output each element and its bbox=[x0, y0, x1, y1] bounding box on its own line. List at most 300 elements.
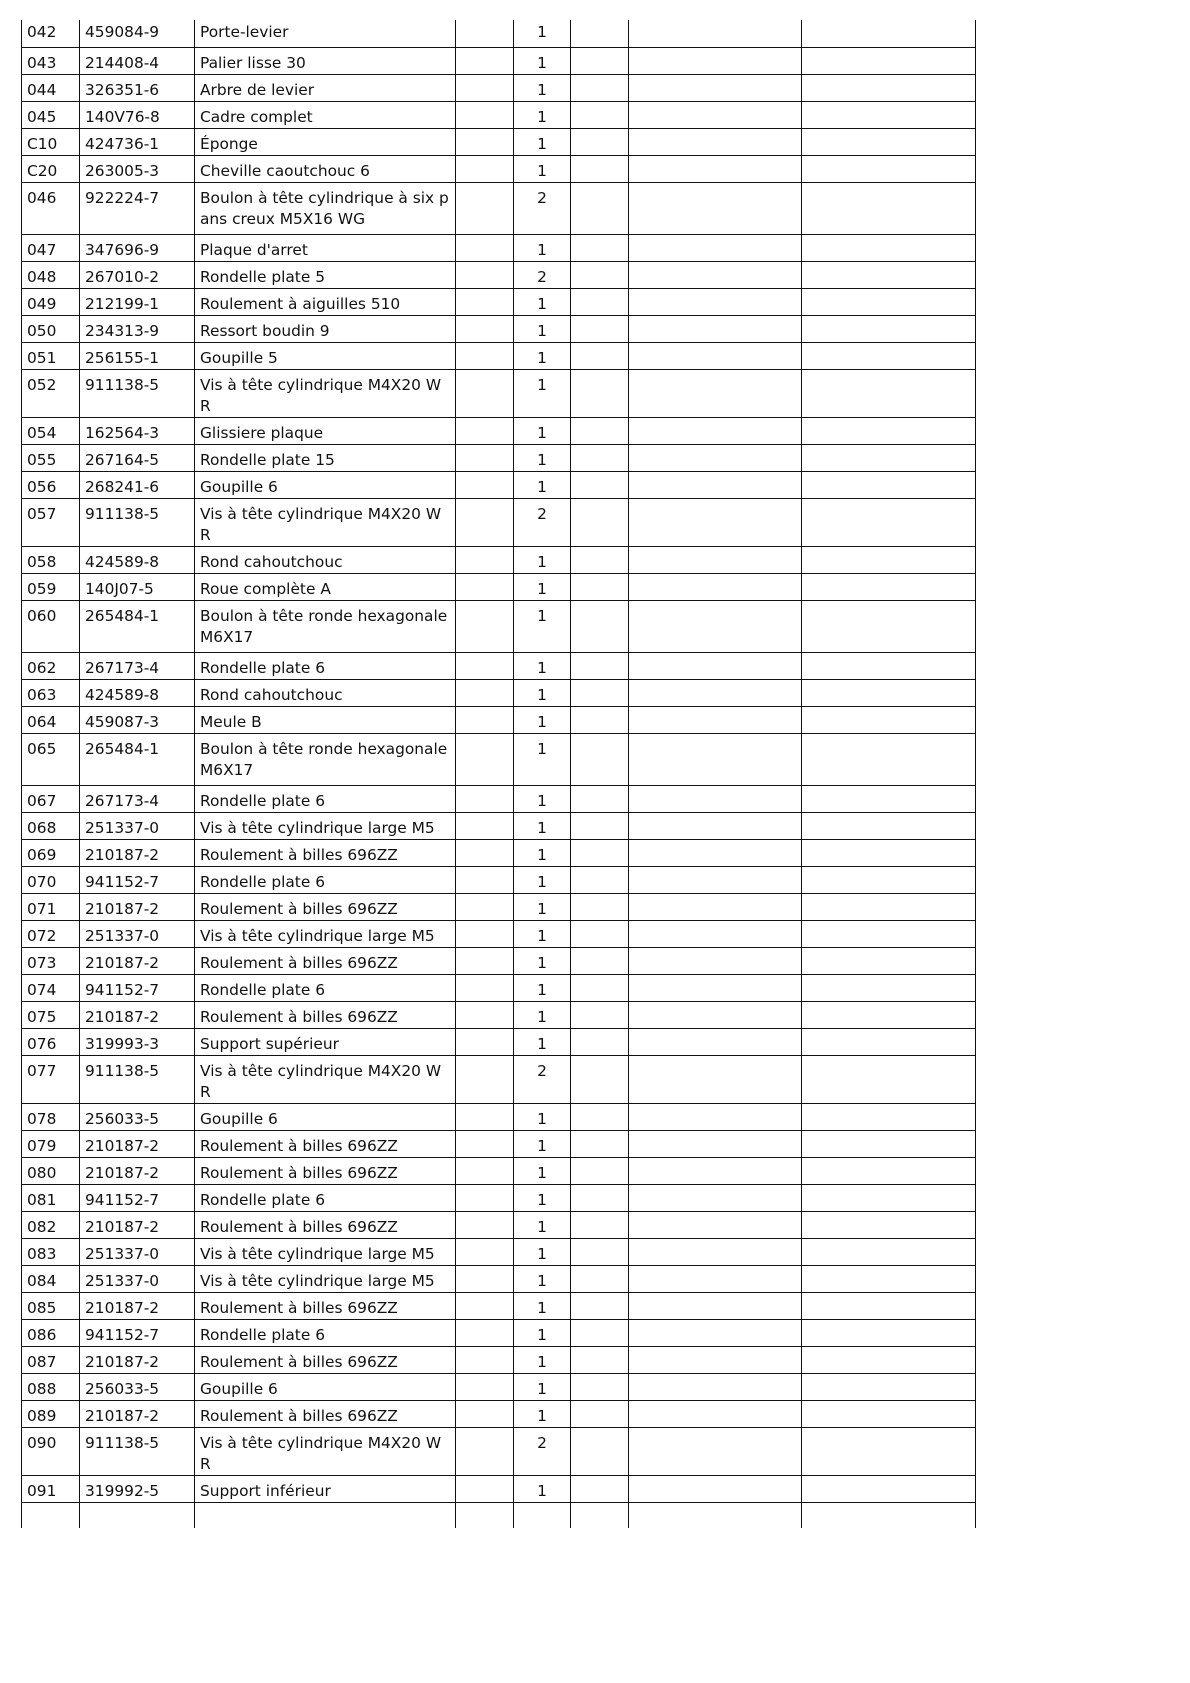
table-row-empty bbox=[22, 1502, 976, 1528]
table-row bbox=[22, 288, 976, 315]
part-reference-cell: 424589-8 bbox=[80, 546, 195, 573]
quantity-cell: 1 bbox=[514, 812, 571, 839]
blank-cell bbox=[456, 974, 514, 1001]
blank-cell bbox=[456, 1292, 514, 1319]
blank-cell bbox=[802, 1265, 976, 1292]
blank-cell bbox=[571, 1001, 629, 1028]
blank-cell bbox=[456, 839, 514, 866]
blank-cell bbox=[802, 706, 976, 733]
blank-cell bbox=[456, 1184, 514, 1211]
part-description-cell: Rondelle plate 6 bbox=[195, 652, 456, 679]
part-reference-cell: 459087-3 bbox=[80, 706, 195, 733]
blank-cell bbox=[629, 573, 802, 600]
blank-cell bbox=[571, 1157, 629, 1184]
quantity-cell: 1 bbox=[514, 974, 571, 1001]
table-row bbox=[22, 1475, 976, 1502]
part-description-cell: Rondelle plate 6 bbox=[195, 1184, 456, 1211]
blank-cell bbox=[571, 20, 629, 47]
blank-cell bbox=[629, 785, 802, 812]
blank-cell bbox=[456, 785, 514, 812]
blank-cell bbox=[571, 101, 629, 128]
blank-cell bbox=[802, 155, 976, 182]
part-reference-cell: 210187-2 bbox=[80, 1211, 195, 1238]
part-description-cell: Roulement à billes 696ZZ bbox=[195, 1157, 456, 1184]
blank-cell bbox=[571, 471, 629, 498]
blank-cell bbox=[802, 1475, 976, 1502]
table-row bbox=[22, 866, 976, 893]
part-description-cell: Boulon à tête cylindrique à six pans creux M5X16 WG bbox=[195, 182, 456, 234]
part-description-cell: Roulement à billes 696ZZ bbox=[195, 839, 456, 866]
part-description-cell: Rondelle plate 6 bbox=[195, 1319, 456, 1346]
blank-cell bbox=[571, 1028, 629, 1055]
blank-cell bbox=[629, 128, 802, 155]
table-row bbox=[22, 1157, 976, 1184]
part-reference-cell: 234313-9 bbox=[80, 315, 195, 342]
quantity-cell: 1 bbox=[514, 1346, 571, 1373]
quantity-cell: 1 bbox=[514, 1400, 571, 1427]
blank-cell bbox=[456, 893, 514, 920]
blank-cell bbox=[571, 288, 629, 315]
blank-cell bbox=[456, 812, 514, 839]
blank-cell bbox=[456, 1265, 514, 1292]
quantity-cell: 1 bbox=[514, 652, 571, 679]
table-row bbox=[22, 471, 976, 498]
table-row bbox=[22, 20, 976, 47]
quantity-cell: 2 bbox=[514, 498, 571, 546]
blank-cell bbox=[629, 974, 802, 1001]
blank-cell bbox=[456, 234, 514, 261]
blank-cell bbox=[456, 1157, 514, 1184]
quantity-cell: 2 bbox=[514, 261, 571, 288]
blank-cell bbox=[629, 288, 802, 315]
part-description-cell: Roulement à billes 696ZZ bbox=[195, 947, 456, 974]
blank-cell bbox=[22, 1502, 80, 1528]
blank-cell bbox=[629, 546, 802, 573]
part-reference-cell: 911138-5 bbox=[80, 369, 195, 417]
table-row bbox=[22, 679, 976, 706]
blank-cell bbox=[802, 182, 976, 234]
quantity-cell: 1 bbox=[514, 20, 571, 47]
quantity-cell: 1 bbox=[514, 47, 571, 74]
table-row bbox=[22, 444, 976, 471]
blank-cell bbox=[629, 1055, 802, 1103]
blank-cell bbox=[629, 1028, 802, 1055]
blank-cell bbox=[456, 1373, 514, 1400]
blank-cell bbox=[629, 498, 802, 546]
table-row bbox=[22, 182, 976, 234]
blank-cell bbox=[456, 1502, 514, 1528]
table-row bbox=[22, 1427, 976, 1475]
part-description-cell: Roulement à billes 696ZZ bbox=[195, 1346, 456, 1373]
part-reference-cell: 251337-0 bbox=[80, 1238, 195, 1265]
table-row bbox=[22, 1028, 976, 1055]
blank-cell bbox=[629, 261, 802, 288]
table-row bbox=[22, 1373, 976, 1400]
item-number-cell: 054 bbox=[22, 417, 80, 444]
blank-cell bbox=[571, 1346, 629, 1373]
quantity-cell: 1 bbox=[514, 1184, 571, 1211]
part-description-cell: Ressort boudin 9 bbox=[195, 315, 456, 342]
blank-cell bbox=[571, 417, 629, 444]
blank-cell bbox=[629, 1427, 802, 1475]
item-number-cell: 046 bbox=[22, 182, 80, 234]
part-reference-cell: 140J07-5 bbox=[80, 573, 195, 600]
blank-cell bbox=[571, 1238, 629, 1265]
part-description-cell: Cadre complet bbox=[195, 101, 456, 128]
blank-cell bbox=[456, 155, 514, 182]
part-reference-cell: 210187-2 bbox=[80, 1130, 195, 1157]
blank-cell bbox=[80, 1502, 195, 1528]
item-number-cell: 069 bbox=[22, 839, 80, 866]
item-number-cell: 050 bbox=[22, 315, 80, 342]
blank-cell bbox=[571, 1502, 629, 1528]
blank-cell bbox=[802, 812, 976, 839]
blank-cell bbox=[456, 546, 514, 573]
item-number-cell: 091 bbox=[22, 1475, 80, 1502]
part-reference-cell: 210187-2 bbox=[80, 1292, 195, 1319]
table-row bbox=[22, 1292, 976, 1319]
quantity-cell: 1 bbox=[514, 74, 571, 101]
blank-cell bbox=[629, 1346, 802, 1373]
item-number-cell: 043 bbox=[22, 47, 80, 74]
item-number-cell: 063 bbox=[22, 679, 80, 706]
quantity-cell: 1 bbox=[514, 288, 571, 315]
part-reference-cell: 251337-0 bbox=[80, 1265, 195, 1292]
table-row bbox=[22, 1319, 976, 1346]
part-reference-cell: 212199-1 bbox=[80, 288, 195, 315]
item-number-cell: 072 bbox=[22, 920, 80, 947]
item-number-cell: 078 bbox=[22, 1103, 80, 1130]
part-description-cell: Roulement à billes 696ZZ bbox=[195, 1130, 456, 1157]
blank-cell bbox=[456, 1103, 514, 1130]
blank-cell bbox=[456, 369, 514, 417]
blank-cell bbox=[456, 866, 514, 893]
table-row bbox=[22, 812, 976, 839]
table-row bbox=[22, 342, 976, 369]
blank-cell bbox=[629, 74, 802, 101]
part-description-cell: Vis à tête cylindrique M4X20 WR bbox=[195, 1427, 456, 1475]
part-reference-cell: 267164-5 bbox=[80, 444, 195, 471]
blank-cell bbox=[456, 679, 514, 706]
blank-cell bbox=[629, 1157, 802, 1184]
quantity-cell: 1 bbox=[514, 128, 571, 155]
blank-cell bbox=[629, 1265, 802, 1292]
part-reference-cell: 210187-2 bbox=[80, 1400, 195, 1427]
part-reference-cell: 210187-2 bbox=[80, 1346, 195, 1373]
blank-cell bbox=[571, 47, 629, 74]
blank-cell bbox=[802, 315, 976, 342]
blank-cell bbox=[802, 261, 976, 288]
blank-cell bbox=[571, 600, 629, 652]
part-reference-cell: 256155-1 bbox=[80, 342, 195, 369]
blank-cell bbox=[456, 706, 514, 733]
blank-cell bbox=[629, 893, 802, 920]
blank-cell bbox=[802, 652, 976, 679]
blank-cell bbox=[456, 600, 514, 652]
blank-cell bbox=[802, 234, 976, 261]
table-row bbox=[22, 1346, 976, 1373]
blank-cell bbox=[802, 1373, 976, 1400]
part-description-cell: Rond cahoutchouc bbox=[195, 546, 456, 573]
part-reference-cell: 326351-6 bbox=[80, 74, 195, 101]
part-description-cell: Palier lisse 30 bbox=[195, 47, 456, 74]
part-description-cell: Support inférieur bbox=[195, 1475, 456, 1502]
blank-cell bbox=[571, 573, 629, 600]
blank-cell bbox=[802, 1400, 976, 1427]
blank-cell bbox=[571, 1292, 629, 1319]
blank-cell bbox=[629, 369, 802, 417]
item-number-cell: 052 bbox=[22, 369, 80, 417]
item-number-cell: 074 bbox=[22, 974, 80, 1001]
item-number-cell: 089 bbox=[22, 1400, 80, 1427]
blank-cell bbox=[802, 839, 976, 866]
quantity-cell: 1 bbox=[514, 600, 571, 652]
blank-cell bbox=[456, 1475, 514, 1502]
part-reference-cell: 268241-6 bbox=[80, 471, 195, 498]
part-description-cell: Roulement à billes 696ZZ bbox=[195, 893, 456, 920]
item-number-cell: 080 bbox=[22, 1157, 80, 1184]
item-number-cell: 076 bbox=[22, 1028, 80, 1055]
blank-cell bbox=[456, 1001, 514, 1028]
blank-cell bbox=[802, 20, 976, 47]
quantity-cell: 2 bbox=[514, 1055, 571, 1103]
blank-cell bbox=[629, 1184, 802, 1211]
part-description-cell: Rond cahoutchouc bbox=[195, 679, 456, 706]
quantity-cell: 1 bbox=[514, 947, 571, 974]
part-description-cell: Boulon à tête ronde hexagonale M6X17 bbox=[195, 733, 456, 785]
blank-cell bbox=[456, 1211, 514, 1238]
blank-cell bbox=[802, 342, 976, 369]
blank-cell bbox=[802, 866, 976, 893]
blank-cell bbox=[456, 315, 514, 342]
blank-cell bbox=[571, 974, 629, 1001]
blank-cell bbox=[629, 733, 802, 785]
blank-cell bbox=[571, 498, 629, 546]
blank-cell bbox=[571, 706, 629, 733]
blank-cell bbox=[629, 706, 802, 733]
blank-cell bbox=[571, 1055, 629, 1103]
blank-cell bbox=[802, 1130, 976, 1157]
blank-cell bbox=[571, 342, 629, 369]
table-row bbox=[22, 839, 976, 866]
blank-cell bbox=[629, 947, 802, 974]
table-row bbox=[22, 893, 976, 920]
table-row bbox=[22, 1103, 976, 1130]
blank-cell bbox=[629, 812, 802, 839]
blank-cell bbox=[571, 812, 629, 839]
part-description-cell: Rondelle plate 15 bbox=[195, 444, 456, 471]
table-row bbox=[22, 733, 976, 785]
quantity-cell: 1 bbox=[514, 1265, 571, 1292]
part-description-cell: Vis à tête cylindrique M4X20 WR bbox=[195, 1055, 456, 1103]
blank-cell bbox=[802, 1346, 976, 1373]
blank-cell bbox=[456, 1055, 514, 1103]
part-description-cell: Roulement à billes 696ZZ bbox=[195, 1400, 456, 1427]
quantity-cell: 1 bbox=[514, 866, 571, 893]
blank-cell bbox=[629, 600, 802, 652]
blank-cell bbox=[629, 417, 802, 444]
table-row bbox=[22, 417, 976, 444]
item-number-cell: 064 bbox=[22, 706, 80, 733]
item-number-cell: 059 bbox=[22, 573, 80, 600]
blank-cell bbox=[629, 1400, 802, 1427]
quantity-cell: 1 bbox=[514, 1319, 571, 1346]
blank-cell bbox=[456, 1400, 514, 1427]
blank-cell bbox=[802, 1319, 976, 1346]
part-description-cell: Roue complète A bbox=[195, 573, 456, 600]
quantity-cell: 1 bbox=[514, 1475, 571, 1502]
blank-cell bbox=[456, 261, 514, 288]
item-number-cell: 075 bbox=[22, 1001, 80, 1028]
table-row bbox=[22, 785, 976, 812]
part-description-cell: Roulement à billes 696ZZ bbox=[195, 1001, 456, 1028]
part-reference-cell: 911138-5 bbox=[80, 1427, 195, 1475]
part-reference-cell: 265484-1 bbox=[80, 600, 195, 652]
item-number-cell: 062 bbox=[22, 652, 80, 679]
blank-cell bbox=[456, 1028, 514, 1055]
blank-cell bbox=[571, 128, 629, 155]
part-description-cell: Goupille 6 bbox=[195, 1373, 456, 1400]
quantity-cell: 1 bbox=[514, 417, 571, 444]
blank-cell bbox=[571, 1373, 629, 1400]
blank-cell bbox=[629, 101, 802, 128]
item-number-cell: 067 bbox=[22, 785, 80, 812]
blank-cell bbox=[802, 785, 976, 812]
blank-cell bbox=[802, 947, 976, 974]
blank-cell bbox=[571, 369, 629, 417]
part-reference-cell: 347696-9 bbox=[80, 234, 195, 261]
blank-cell bbox=[571, 74, 629, 101]
quantity-cell: 1 bbox=[514, 785, 571, 812]
part-description-cell: Goupille 5 bbox=[195, 342, 456, 369]
part-reference-cell: 251337-0 bbox=[80, 920, 195, 947]
item-number-cell: 045 bbox=[22, 101, 80, 128]
quantity-cell: 1 bbox=[514, 839, 571, 866]
item-number-cell: 086 bbox=[22, 1319, 80, 1346]
blank-cell bbox=[456, 1319, 514, 1346]
blank-cell bbox=[629, 1103, 802, 1130]
table-row bbox=[22, 101, 976, 128]
blank-cell bbox=[629, 1211, 802, 1238]
table-row bbox=[22, 1001, 976, 1028]
blank-cell bbox=[456, 1238, 514, 1265]
blank-cell bbox=[571, 234, 629, 261]
table-row bbox=[22, 600, 976, 652]
blank-cell bbox=[802, 101, 976, 128]
part-description-cell: Rondelle plate 5 bbox=[195, 261, 456, 288]
blank-cell bbox=[629, 920, 802, 947]
blank-cell bbox=[802, 920, 976, 947]
item-number-cell: 071 bbox=[22, 893, 80, 920]
table-row bbox=[22, 234, 976, 261]
blank-cell bbox=[802, 128, 976, 155]
blank-cell bbox=[629, 652, 802, 679]
part-reference-cell: 941152-7 bbox=[80, 974, 195, 1001]
blank-cell bbox=[629, 342, 802, 369]
blank-cell bbox=[195, 1502, 456, 1528]
blank-cell bbox=[456, 444, 514, 471]
item-number-cell: 065 bbox=[22, 733, 80, 785]
quantity-cell: 1 bbox=[514, 679, 571, 706]
table-row bbox=[22, 47, 976, 74]
quantity-cell: 2 bbox=[514, 1427, 571, 1475]
table-row bbox=[22, 706, 976, 733]
part-reference-cell: 265484-1 bbox=[80, 733, 195, 785]
table-row bbox=[22, 315, 976, 342]
blank-cell bbox=[802, 288, 976, 315]
part-description-cell: Cheville caoutchouc 6 bbox=[195, 155, 456, 182]
part-reference-cell: 210187-2 bbox=[80, 947, 195, 974]
part-description-cell: Goupille 6 bbox=[195, 471, 456, 498]
blank-cell bbox=[456, 20, 514, 47]
part-reference-cell: 267173-4 bbox=[80, 652, 195, 679]
quantity-cell: 1 bbox=[514, 1103, 571, 1130]
quantity-cell: 1 bbox=[514, 342, 571, 369]
table-row bbox=[22, 261, 976, 288]
quantity-cell: 1 bbox=[514, 546, 571, 573]
blank-cell bbox=[571, 866, 629, 893]
part-description-cell: Rondelle plate 6 bbox=[195, 866, 456, 893]
item-number-cell: 090 bbox=[22, 1427, 80, 1475]
blank-cell bbox=[456, 573, 514, 600]
blank-cell bbox=[456, 1427, 514, 1475]
item-number-cell: 056 bbox=[22, 471, 80, 498]
part-description-cell: Goupille 6 bbox=[195, 1103, 456, 1130]
blank-cell bbox=[802, 893, 976, 920]
blank-cell bbox=[456, 920, 514, 947]
part-reference-cell: 319992-5 bbox=[80, 1475, 195, 1502]
quantity-cell: 1 bbox=[514, 444, 571, 471]
blank-cell bbox=[629, 679, 802, 706]
item-number-cell: 049 bbox=[22, 288, 80, 315]
item-number-cell: C20 bbox=[22, 155, 80, 182]
blank-cell bbox=[629, 1475, 802, 1502]
table-row bbox=[22, 920, 976, 947]
blank-cell bbox=[629, 1238, 802, 1265]
blank-cell bbox=[629, 182, 802, 234]
blank-cell bbox=[802, 74, 976, 101]
part-description-cell: Vis à tête cylindrique M4X20 WR bbox=[195, 498, 456, 546]
blank-cell bbox=[629, 1001, 802, 1028]
quantity-cell: 1 bbox=[514, 471, 571, 498]
quantity-cell: 1 bbox=[514, 733, 571, 785]
blank-cell bbox=[802, 1001, 976, 1028]
part-reference-cell: 941152-7 bbox=[80, 1319, 195, 1346]
blank-cell bbox=[802, 47, 976, 74]
part-reference-cell: 911138-5 bbox=[80, 498, 195, 546]
part-description-cell: Vis à tête cylindrique M4X20 WR bbox=[195, 369, 456, 417]
part-description-cell: Vis à tête cylindrique large M5 bbox=[195, 812, 456, 839]
item-number-cell: 044 bbox=[22, 74, 80, 101]
quantity-cell: 1 bbox=[514, 573, 571, 600]
blank-cell bbox=[571, 785, 629, 812]
quantity-cell: 1 bbox=[514, 1373, 571, 1400]
part-reference-cell: 214408-4 bbox=[80, 47, 195, 74]
blank-cell bbox=[456, 1346, 514, 1373]
table-row bbox=[22, 573, 976, 600]
quantity-cell: 1 bbox=[514, 1292, 571, 1319]
blank-cell bbox=[571, 947, 629, 974]
item-number-cell: 058 bbox=[22, 546, 80, 573]
blank-cell bbox=[571, 652, 629, 679]
blank-cell bbox=[802, 369, 976, 417]
blank-cell bbox=[802, 417, 976, 444]
table-row bbox=[22, 155, 976, 182]
item-number-cell: 057 bbox=[22, 498, 80, 546]
blank-cell bbox=[571, 893, 629, 920]
blank-cell bbox=[802, 1055, 976, 1103]
part-description-cell: Vis à tête cylindrique large M5 bbox=[195, 1238, 456, 1265]
